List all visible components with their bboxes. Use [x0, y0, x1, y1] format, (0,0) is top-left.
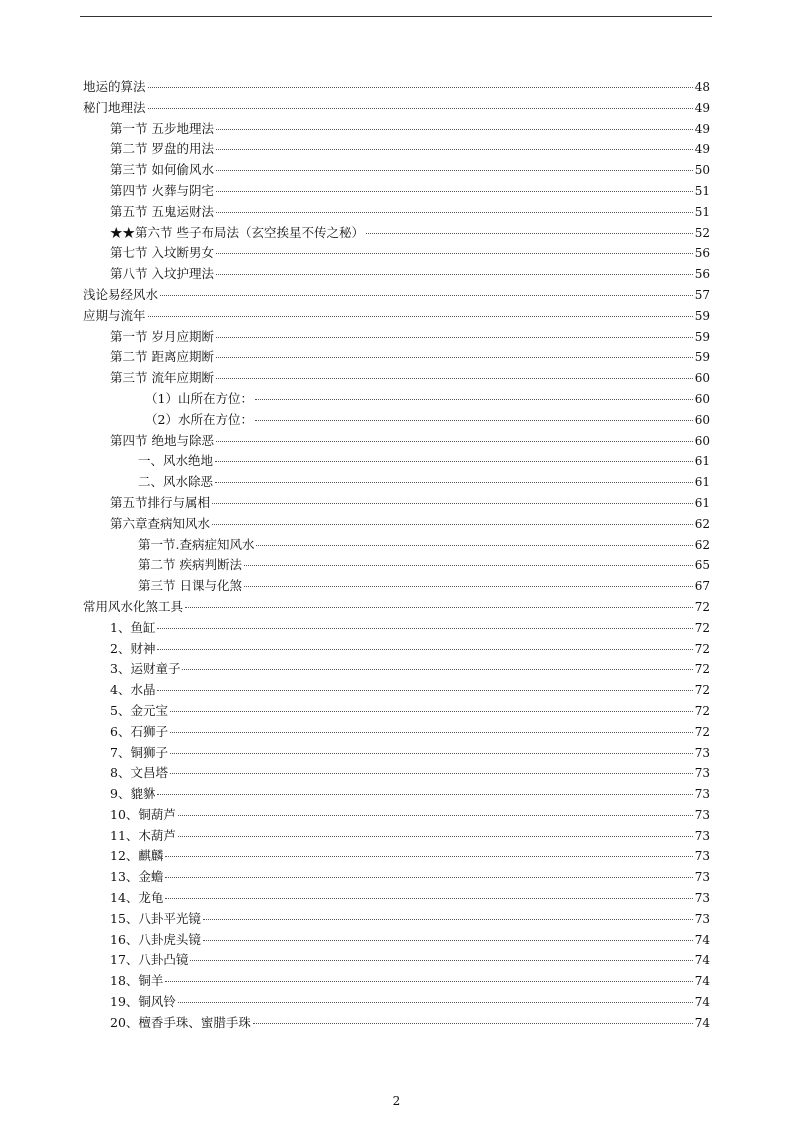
toc-entry-title: 第三节 如何偷风水 [110, 162, 214, 178]
toc-entry-title: 地运的算法 [83, 79, 146, 94]
toc-entry[interactable] [83, 98, 710, 119]
toc-entry[interactable] [83, 243, 710, 264]
toc-entry[interactable] [83, 202, 710, 223]
toc-entry[interactable] [83, 181, 710, 202]
toc-entry-page-number: 61 [694, 454, 710, 469]
dot-leader [170, 773, 693, 774]
toc-entry-page-number: 73 [694, 911, 710, 926]
toc-entry[interactable] [83, 139, 710, 160]
toc-entry-page-number: 72 [694, 662, 710, 677]
toc-entry-page-number: 72 [694, 641, 710, 656]
dot-leader [216, 170, 693, 171]
toc-entry-title: 18、铜羊 [110, 973, 164, 989]
toc-entry-page-number: 73 [694, 849, 710, 864]
dot-leader [212, 503, 693, 504]
dot-leader [216, 149, 693, 150]
toc-entry-page-number: 73 [694, 766, 710, 781]
toc-entry-title: 第二节 罗盘的用法 [110, 141, 214, 157]
dot-leader [216, 357, 693, 358]
toc-entry-title: 第四节 火葬与阴宅 [110, 182, 214, 198]
toc-entry[interactable] [83, 722, 710, 743]
dot-leader [216, 129, 693, 130]
toc-entry-page-number: 57 [694, 287, 710, 302]
toc-entry[interactable] [83, 680, 710, 701]
toc-entry-page-number: 60 [694, 371, 710, 386]
page-number: 2 [392, 1094, 401, 1108]
toc-entry-page-number: 60 [694, 433, 710, 448]
toc-entry-page-number: 72 [694, 599, 710, 614]
toc-entry[interactable] [83, 639, 710, 660]
toc-entry-page-number: 62 [694, 516, 710, 531]
toc-entry-page-number: 51 [694, 183, 710, 198]
toc-entry[interactable] [83, 285, 710, 306]
dot-leader [216, 212, 693, 213]
toc-entry-page-number: 61 [694, 495, 710, 510]
toc-entry-title: 常用风水化煞工具 [83, 598, 184, 614]
dot-leader [178, 836, 693, 837]
toc-entry-page-number: 72 [694, 683, 710, 698]
dot-leader [203, 940, 693, 941]
toc-entry[interactable] [83, 909, 710, 930]
toc-entry-title: 11、木葫芦 [110, 827, 176, 843]
dot-leader [255, 420, 693, 421]
dot-leader [182, 669, 692, 670]
toc-entry[interactable] [83, 1013, 710, 1034]
dot-leader [255, 399, 693, 400]
dot-leader [203, 919, 693, 920]
toc-entry-title: 第六章查病知风水 [110, 515, 211, 531]
dot-leader [256, 545, 692, 546]
toc-entry-page-number: 49 [694, 142, 710, 157]
toc-entry-page-number: 73 [694, 807, 710, 822]
toc-entry[interactable] [83, 77, 710, 98]
dot-leader [148, 87, 693, 88]
toc-entry-title: 4、水晶 [110, 682, 156, 698]
toc-entry-title: 7、铜狮子 [110, 744, 168, 760]
toc-entry[interactable] [83, 743, 710, 764]
toc-entry[interactable] [83, 888, 710, 909]
toc-entry[interactable] [83, 805, 710, 826]
toc-entry[interactable] [83, 264, 710, 285]
toc-entry-title: 16、八卦虎头镜 [110, 931, 201, 947]
toc-entry-page-number: 60 [694, 412, 710, 427]
dot-leader [216, 191, 693, 192]
toc-entry[interactable] [83, 347, 710, 368]
toc-entry-title: 6、石狮子 [110, 723, 168, 739]
dot-leader [170, 732, 693, 733]
header-rule [80, 16, 712, 17]
toc-entry[interactable] [83, 597, 710, 618]
toc-entry[interactable] [83, 389, 710, 410]
toc-entry-page-number: 65 [694, 558, 710, 573]
toc-entry-page-number: 56 [694, 246, 710, 261]
toc-entry[interactable] [83, 701, 710, 722]
toc-entry-page-number: 59 [694, 329, 710, 344]
toc-entry[interactable] [83, 514, 710, 535]
dot-leader [216, 274, 693, 275]
toc-entry[interactable] [83, 930, 710, 951]
toc-entry-title: 浅论易经风水 [83, 286, 159, 302]
toc-entry-page-number: 73 [694, 828, 710, 843]
toc-entry-page-number: 72 [694, 724, 710, 739]
toc-entry[interactable] [83, 410, 710, 431]
toc-entry-title: 第四节 绝地与除恶 [110, 432, 214, 448]
toc-entry-title: （2）水所在方位： [145, 411, 253, 427]
toc-entry-page-number: 52 [694, 225, 710, 240]
toc-entry[interactable] [83, 327, 710, 348]
toc-entry-page-number: 67 [694, 579, 710, 594]
toc-entry[interactable] [83, 618, 710, 639]
dot-leader [165, 981, 692, 982]
toc-entry[interactable] [83, 784, 710, 805]
dot-leader [165, 856, 692, 857]
toc-entry-page-number: 74 [694, 1015, 710, 1030]
toc-entry[interactable] [83, 472, 710, 493]
dot-leader [216, 378, 693, 379]
toc-entry-title: 12、麒麟 [110, 848, 164, 864]
toc-entry-title: 第一节 五步地理法 [110, 120, 214, 136]
dot-leader [165, 898, 692, 899]
toc-entry[interactable] [83, 160, 710, 181]
dot-leader [215, 482, 693, 483]
dot-leader [190, 960, 692, 961]
toc-entry-title: 19、铜风铃 [110, 994, 176, 1010]
toc-entry[interactable] [83, 950, 710, 971]
toc-entry-page-number: 73 [694, 891, 710, 906]
toc-entry-title: 9、貔貅 [110, 786, 156, 802]
toc-entry[interactable] [83, 223, 710, 244]
toc-entry-title: 第二节 疾病判断法 [138, 557, 242, 573]
toc-entry[interactable] [83, 368, 710, 389]
toc-entry-page-number: 56 [694, 267, 710, 282]
toc-entry-page-number: 74 [694, 974, 710, 989]
toc-entry-page-number: 74 [694, 932, 710, 947]
dot-leader [212, 524, 693, 525]
toc-entry[interactable] [83, 826, 710, 847]
dot-leader [170, 711, 693, 712]
dot-leader [244, 565, 693, 566]
dot-leader [160, 295, 693, 296]
toc-entry-title: 第七节 入坟断男女 [110, 245, 214, 261]
toc-entry-title: 秘门地理法 [83, 99, 146, 115]
toc-entry-title: 14、龙龟 [110, 890, 164, 906]
dot-leader [215, 461, 693, 462]
toc-entry-page-number: 73 [694, 787, 710, 802]
dot-leader [216, 441, 693, 442]
toc-entry-title: 8、文昌塔 [110, 765, 168, 781]
toc-entry-title: ★★第六节 些子布局法（玄空挨星不传之秘） [110, 224, 364, 240]
toc-entry[interactable] [83, 576, 710, 597]
toc-entry-page-number: 73 [694, 870, 710, 885]
toc-entry-title: 第一节.查病症知风水 [138, 536, 255, 552]
dot-leader [366, 233, 693, 234]
toc-entry-title: 5、金元宝 [110, 702, 168, 718]
toc-entry[interactable] [83, 971, 710, 992]
toc-entry[interactable] [83, 493, 710, 514]
dot-leader [165, 877, 692, 878]
dot-leader [170, 753, 693, 754]
toc-entry-page-number: 62 [694, 537, 710, 552]
toc-entry-page-number: 60 [694, 391, 710, 406]
dot-leader [178, 815, 693, 816]
toc-entry-title: 一、风水绝地 [138, 453, 214, 469]
toc-entry-page-number: 59 [694, 308, 710, 323]
dot-leader [253, 1023, 693, 1024]
dot-leader [157, 628, 692, 629]
toc-entry-title: 第二节 距离应期断 [110, 349, 214, 365]
toc-entry[interactable] [83, 535, 710, 556]
toc-entry-page-number: 59 [694, 350, 710, 365]
toc-entry[interactable] [83, 431, 710, 452]
toc-entry[interactable] [83, 763, 710, 784]
toc-entry-page-number: 74 [694, 995, 710, 1010]
toc-entry[interactable] [83, 867, 710, 888]
toc-entry-title: 第三节 日课与化煞 [138, 578, 242, 594]
dot-leader [178, 1002, 693, 1003]
toc-entry-page-number: 50 [694, 163, 710, 178]
toc-entry[interactable] [83, 555, 710, 576]
toc-entry-page-number: 72 [694, 703, 710, 718]
toc-entry-title: 1、鱼缸 [110, 619, 156, 635]
toc-entry-page-number: 49 [694, 100, 710, 115]
toc-entry-page-number: 73 [694, 745, 710, 760]
dot-leader [216, 337, 693, 338]
toc-entry[interactable] [83, 659, 710, 680]
toc-entry-title: 第五节排行与属相 [110, 494, 211, 510]
toc-entry-title: 第一节 岁月应期断 [110, 328, 214, 344]
toc-entry-title: 二、风水除恶 [138, 474, 214, 490]
dot-leader [157, 649, 692, 650]
toc-entry[interactable] [83, 451, 710, 472]
dot-leader [244, 586, 693, 587]
toc-entry-page-number: 49 [694, 121, 710, 136]
toc-entry-page-number: 48 [694, 80, 710, 94]
dot-leader [148, 316, 693, 317]
toc-entry-page-number: 72 [694, 620, 710, 635]
toc-entry-page-number: 51 [694, 204, 710, 219]
dot-leader [185, 607, 693, 608]
toc-entry[interactable] [83, 119, 710, 140]
table-of-contents [83, 77, 710, 1034]
toc-entry-title: 3、运财童子 [110, 661, 181, 677]
toc-entry[interactable] [83, 306, 710, 327]
toc-entry-title: （1）山所在方位： [145, 390, 253, 406]
toc-entry-title: 2、财神 [110, 640, 156, 656]
toc-entry-title: 第八节 入坟护理法 [110, 266, 214, 282]
dot-leader [157, 690, 692, 691]
toc-entry-title: 13、金蟾 [110, 869, 164, 885]
dot-leader [148, 108, 693, 109]
toc-entry[interactable] [83, 992, 710, 1013]
toc-entry-page-number: 61 [694, 475, 710, 490]
toc-entry-title: 10、铜葫芦 [110, 806, 176, 822]
toc-entry-title: 15、八卦平光镜 [110, 910, 201, 926]
toc-entry-title: 20、檀香手珠、蜜腊手珠 [110, 1014, 251, 1030]
toc-entry-title: 应期与流年 [83, 307, 146, 323]
dot-leader [157, 794, 692, 795]
toc-entry-title: 第三节 流年应期断 [110, 370, 214, 386]
toc-entry-title: 第五节 五鬼运财法 [110, 203, 214, 219]
toc-entry[interactable] [83, 846, 710, 867]
toc-entry-page-number: 74 [694, 953, 710, 968]
toc-entry-title: 17、八卦凸镜 [110, 952, 189, 968]
dot-leader [216, 253, 693, 254]
